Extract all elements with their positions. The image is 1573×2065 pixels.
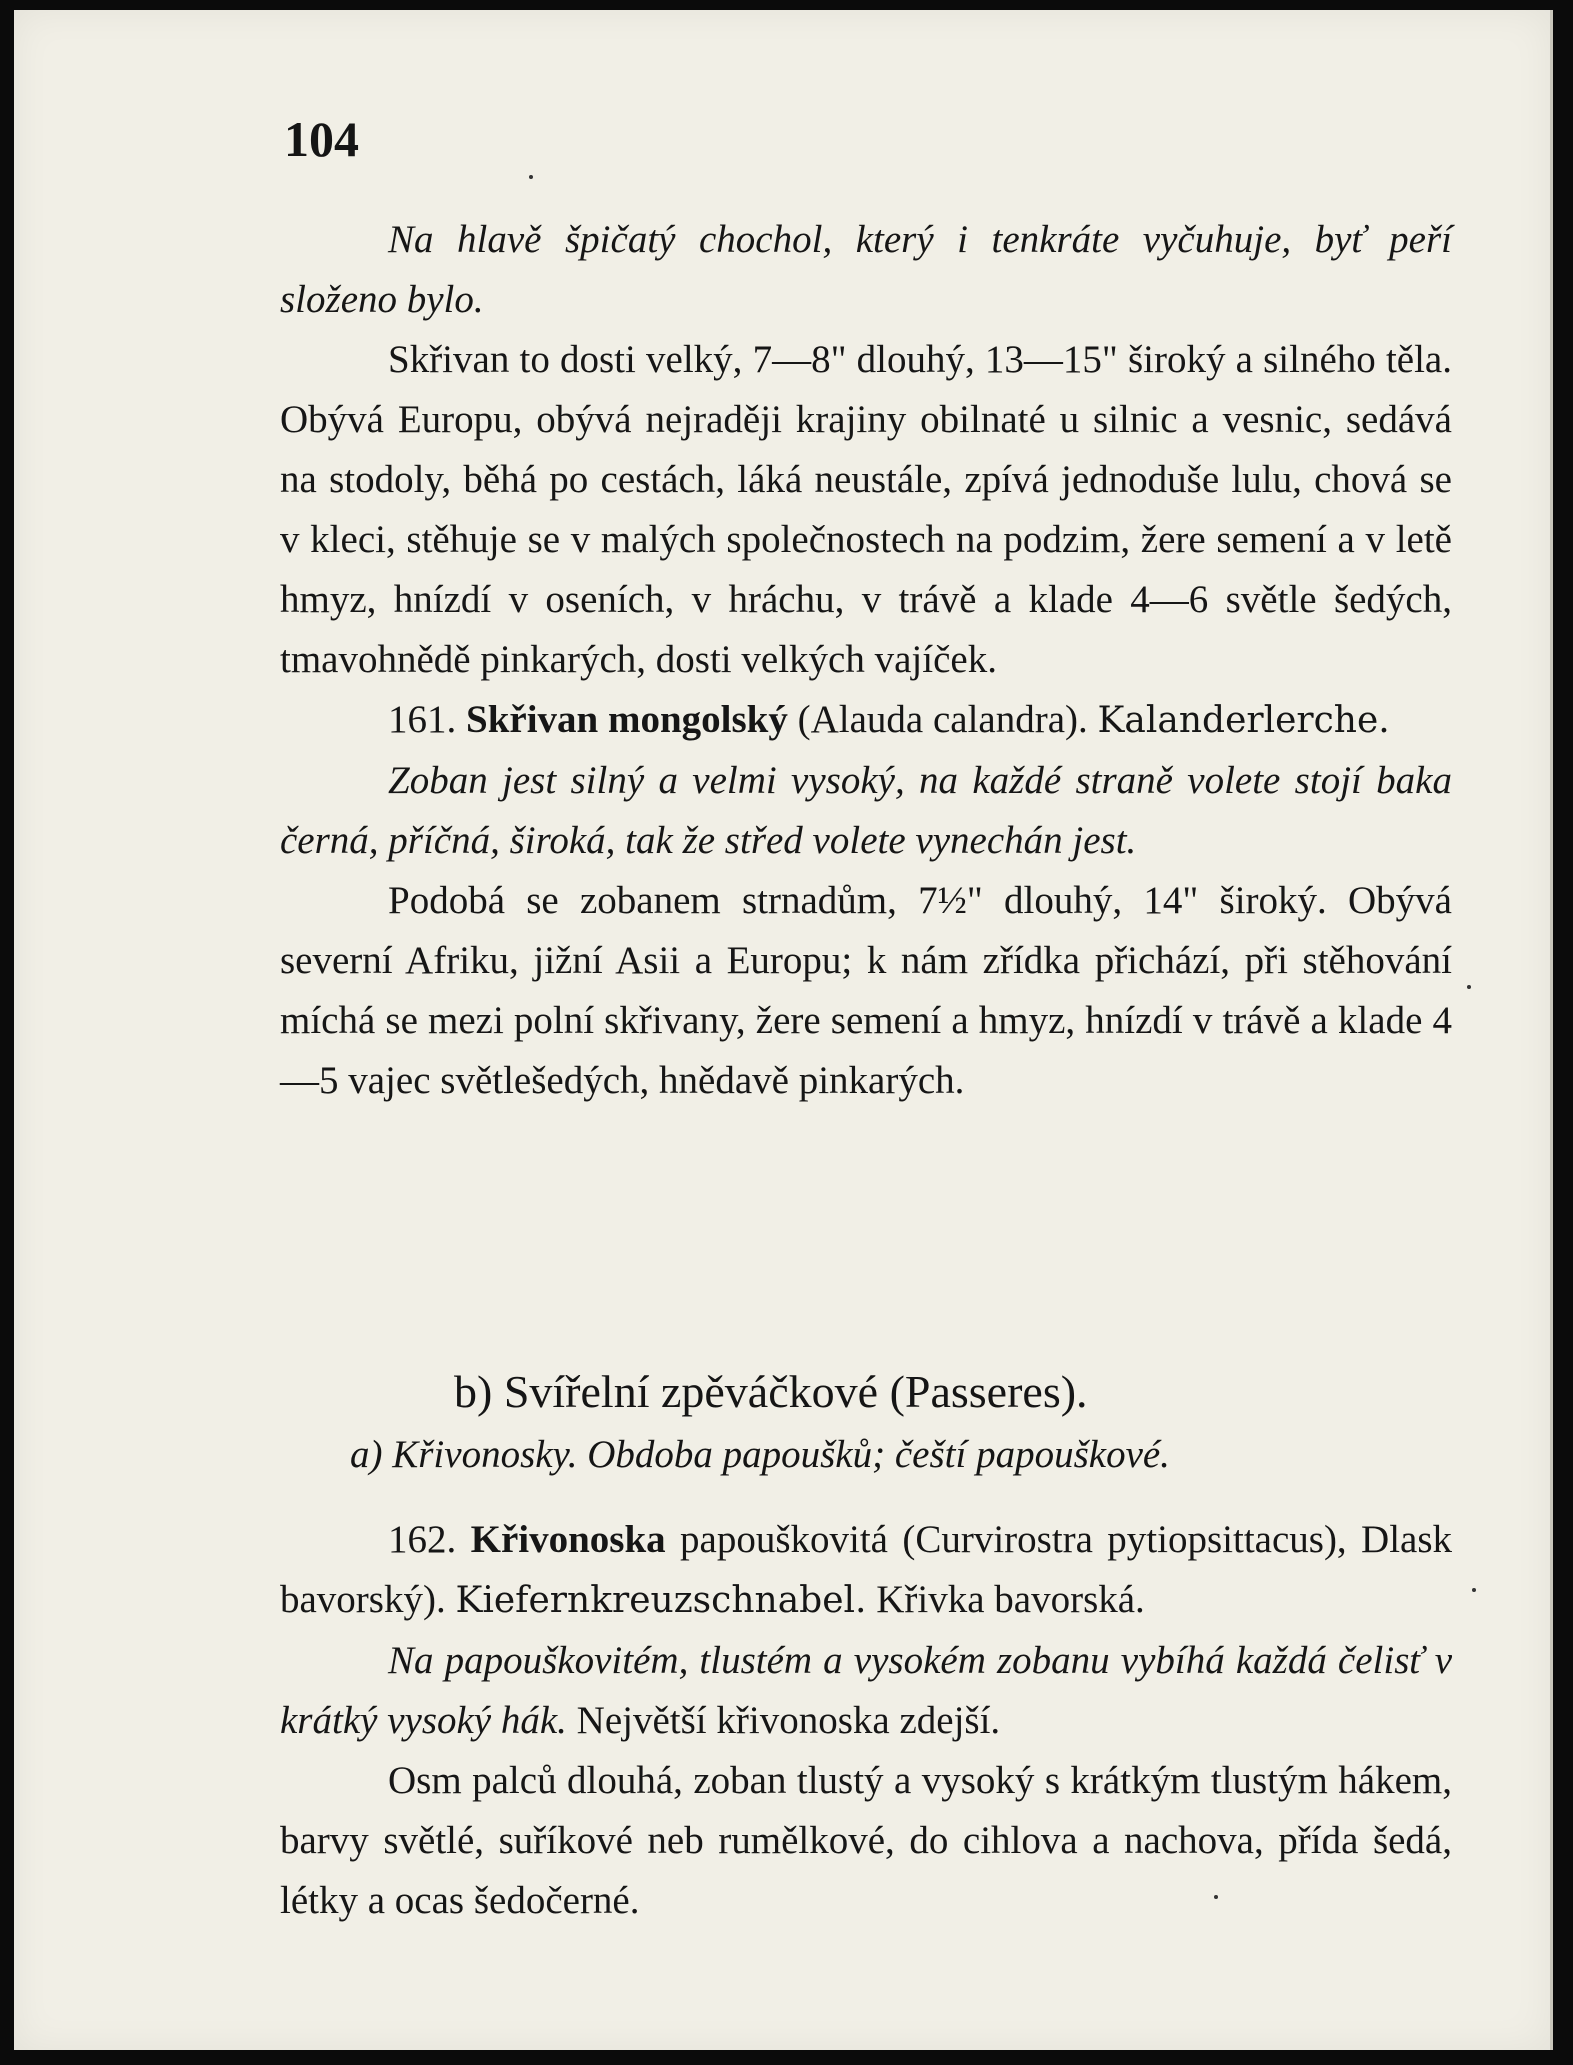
print-speck bbox=[1467, 985, 1471, 989]
entry-162-german: Kiefernkreuzschnabel. bbox=[455, 1580, 867, 1621]
entry-162-heading bbox=[280, 1510, 1452, 1631]
print-speck bbox=[1214, 1895, 1218, 1899]
paragraph-crossbill-description: Osm palců dlouhá, zoban tlustý a vysoký s krátkým tlustým hákem, barvy světlé, suříkové neb rumělkové, do cihlova a nachova, přída šedá, létky a ocas šedočerné. bbox=[280, 1759, 1452, 1922]
crossbill-beak-normal: Největší křivonoska zdejší. bbox=[576, 1699, 1001, 1742]
paragraph-habitat: Podobá se zobanem strnadům, 7½" dlouhý, 14" široký. Obývá severní Afriku, jižní Asii a Europu; k nám zřídka přichází, při stěhování míchá se mezi polní skřivany, žere semení a hmyz, hnízdí v trávě a klade 4—5 vajec světlešedých, hnědavě pinkarých. bbox=[280, 879, 1452, 1102]
page-number: 104 bbox=[284, 111, 359, 167]
entry-161-latin: (Alauda calandra). bbox=[797, 698, 1088, 741]
entry-162-czech-name: Křivka bavorská. bbox=[876, 1578, 1145, 1621]
section-heading: b) Svířelní zpěváčkové (Passeres). bbox=[454, 1366, 1088, 1417]
entry-162-latin: papouškovitá (Curvirostra pytiopsittacus), Dlask bavorský). bbox=[280, 1518, 1453, 1621]
section-subheading: a) Křivonosky. Obdoba papoušků; čeští papouškové. bbox=[350, 1433, 1170, 1476]
paragraph-beak: Zoban jest silný a velmi vysoký, na každé straně volete stojí baka černá, příčná, široká, tak že střed volete vynechán jest. bbox=[280, 759, 1452, 862]
text-block-2 bbox=[280, 1510, 1452, 1931]
paragraph-skylark-description: Skřivan to dosti velký, 7—8" dlouhý, 13—15" široký a silného těla. Obývá Europu, obývá nejraději krajiny obilnaté u silnic a vesnic, sedává na stodoly, běhá po cestách, láká neustále, zpívá jednoduše lulu, chová se v kleci, stěhuje se v malých společnostech na podzim, žere semení a v letě hmyz, hnízdí v oseních, v hráchu, v trávě a klade 4—6 světle šedých, tmavohnědě pinkarých, dosti velkých vajíček. bbox=[280, 338, 1452, 681]
paragraph-crest: Na hlavě špičatý chochol, který i tenkráte vyčuhuje, byť peří složeno bylo. bbox=[280, 218, 1452, 321]
text-block-1 bbox=[280, 210, 1452, 1111]
book-page bbox=[14, 10, 1553, 2050]
paragraph-crossbill-beak bbox=[280, 1631, 1452, 1751]
crossbill-beak-italic: Na papouškovitém, tlustém a vysokém zobanu vybíhá každá čelisť v krátký vysoký hák. bbox=[280, 1639, 1452, 1742]
entry-162-number: 162. bbox=[388, 1518, 457, 1561]
entry-161-heading bbox=[280, 690, 1452, 751]
entry-161-name: Skřivan mongolský bbox=[466, 698, 788, 741]
print-speck bbox=[529, 175, 533, 179]
print-speck bbox=[1472, 1588, 1476, 1592]
entry-162-name: Křivonoska bbox=[470, 1518, 666, 1561]
entry-161-german: Kalanderlerche. bbox=[1097, 700, 1390, 741]
entry-161-number: 161. bbox=[388, 698, 457, 741]
